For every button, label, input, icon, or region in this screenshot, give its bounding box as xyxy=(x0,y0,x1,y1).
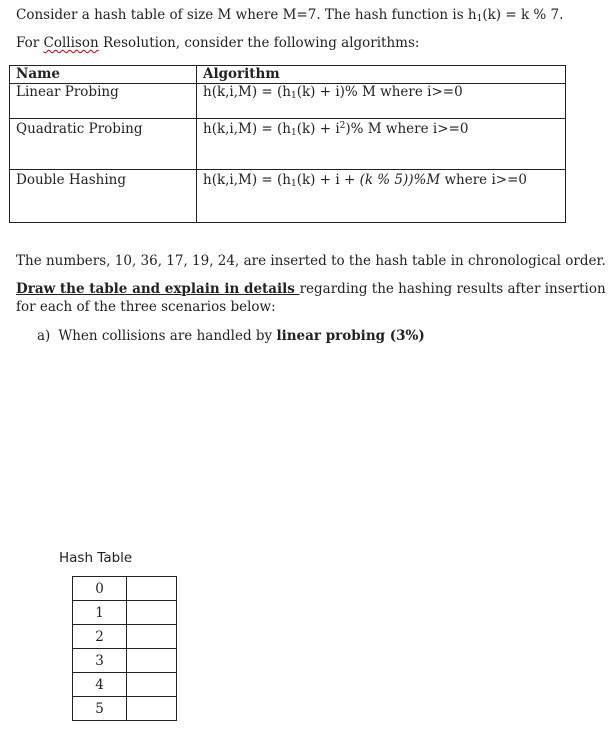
spellcheck-word: Collison xyxy=(43,35,99,51)
table-row xyxy=(10,119,566,170)
algorithm-formula: $h(k,i,M) = (h_1(k) + i + (k$ % 5))%M where i>=0 xyxy=(197,170,566,223)
algorithm-formula: $h(k,i,M) = (h_1(k) + i^2)\%$ M where i>=0 xyxy=(197,119,566,170)
hash-table-row xyxy=(73,649,177,673)
hash-slot xyxy=(127,625,177,649)
numbers-line: The numbers, 10, 36, 17, 19, 24, are inserted to the hash table in chronological order. xyxy=(16,253,606,269)
hash-table-row xyxy=(73,601,177,625)
hash-index: 5 xyxy=(73,697,127,721)
hash-table-row xyxy=(73,577,177,601)
hash-index: 0 xyxy=(73,577,127,601)
algorithm-formula: $h(k,i,M) = (h_1(k) + i)\%$ M where i>=0 xyxy=(197,84,566,119)
list-item-marker: a) xyxy=(37,328,51,344)
intro-line-2: For Collison Resolution, consider the following algorithms: xyxy=(16,35,420,51)
hash-index: 2 xyxy=(73,625,127,649)
hash-slot xyxy=(127,673,177,697)
hash-index: 4 xyxy=(73,673,127,697)
algorithm-table xyxy=(9,65,566,223)
table-row xyxy=(10,84,566,119)
hash-table-row xyxy=(73,625,177,649)
algorithm-table-header xyxy=(10,66,566,84)
hash-slot xyxy=(127,601,177,625)
intro-line-1: Consider a hash table of size M where M=7. The hash function is $h_1(k) = k$ % 7. xyxy=(16,7,564,24)
hash-table-label: Hash Table xyxy=(59,550,133,566)
hash-table xyxy=(72,576,177,721)
list-item-a: a) When collisions are handled by linear probing (3%) xyxy=(37,328,425,344)
hash-index: 3 xyxy=(73,649,127,673)
hash-slot xyxy=(127,577,177,601)
hash-index: 1 xyxy=(73,601,127,625)
algorithm-name: Quadratic Probing xyxy=(10,119,197,170)
algorithm-name: Linear Probing xyxy=(10,84,197,119)
draw-instruction-line-1: Draw the table and explain in details regarding the hashing results after insertion xyxy=(16,281,606,297)
algorithm-name: Double Hashing xyxy=(10,170,197,223)
header-name: Name xyxy=(10,66,197,84)
draw-instruction-line-2: for each of the three scenarios below: xyxy=(16,299,276,315)
hash-slot xyxy=(127,697,177,721)
table-row xyxy=(10,170,566,223)
hash-slot xyxy=(127,649,177,673)
hash-table-row xyxy=(73,673,177,697)
hash-table-row xyxy=(73,697,177,721)
header-algorithm: Algorithm xyxy=(197,66,566,84)
